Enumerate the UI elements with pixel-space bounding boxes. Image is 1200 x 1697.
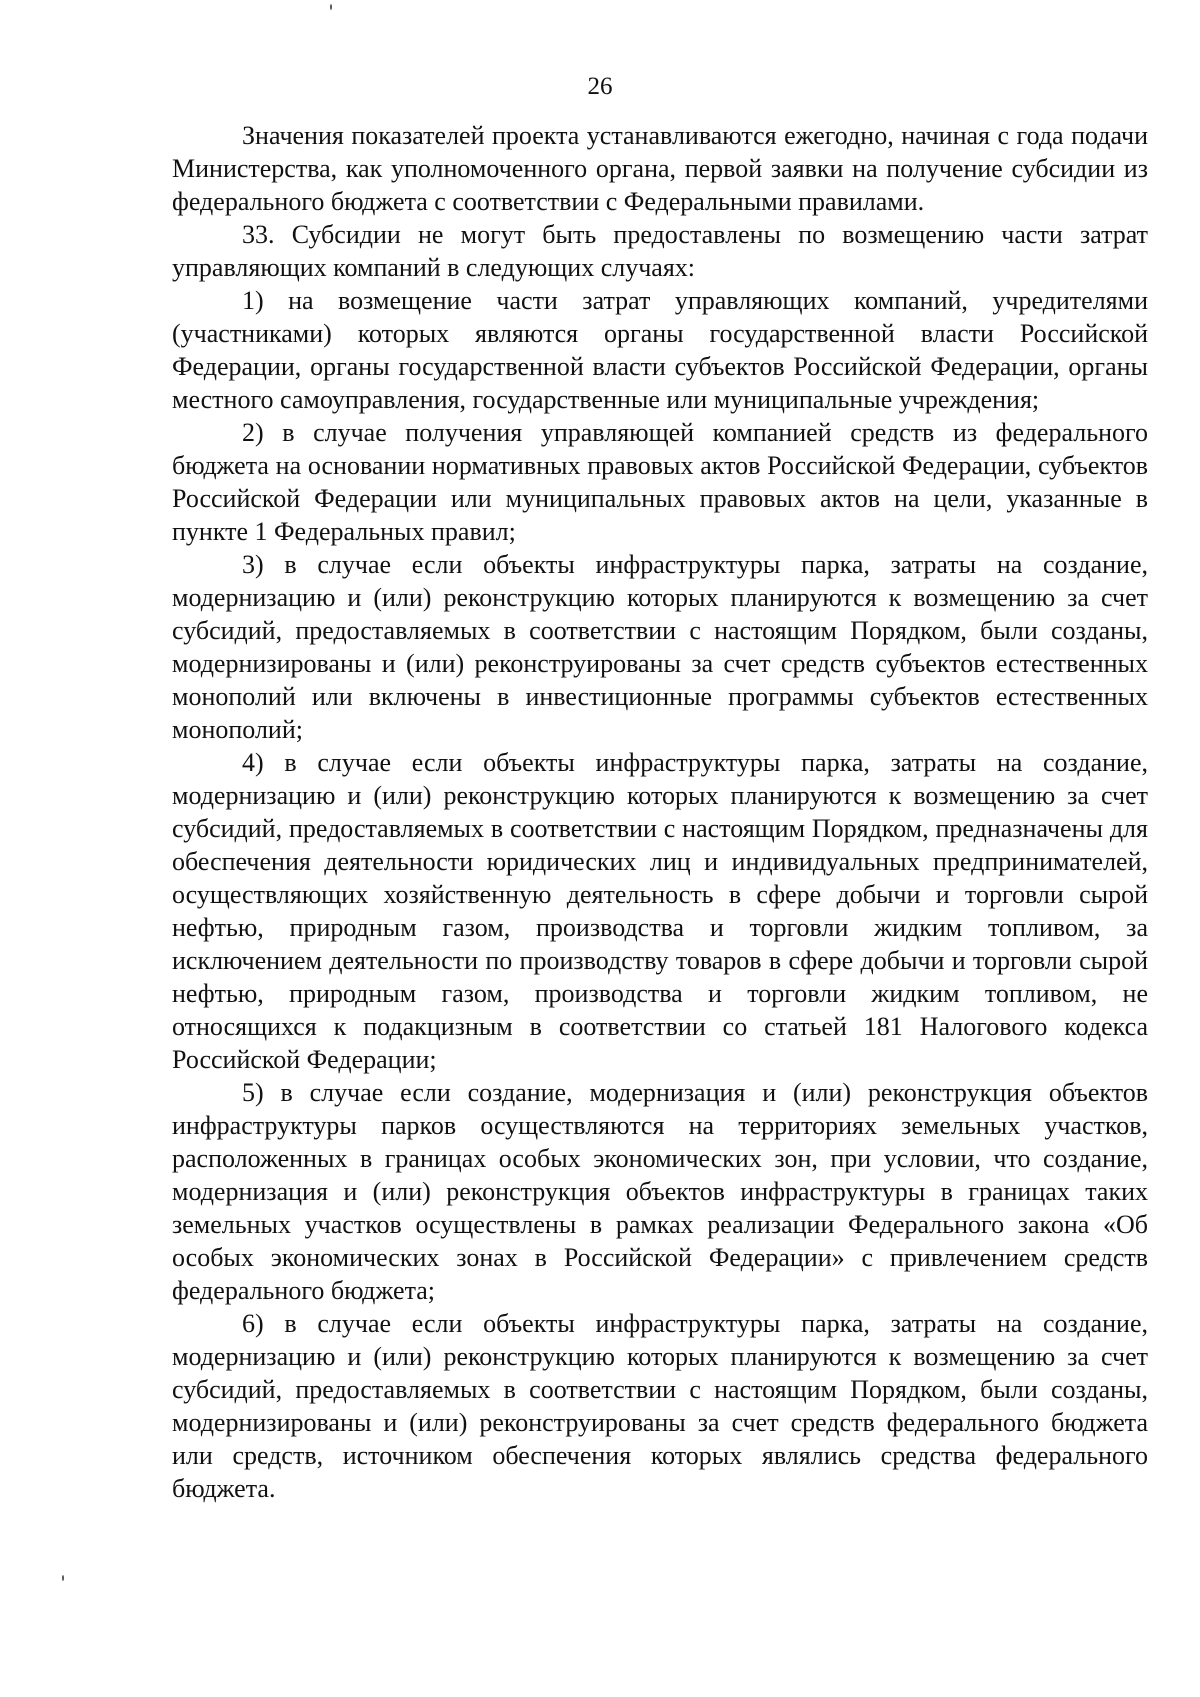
paragraph-item-5: 5) в случае если создание, модернизация и (или) реконструкция объектов инфраструктуры парков осуществляются на территориях земельных участков, расположенных в границах особых экономических зон, при условии, что создание, модернизация и (или) реконструкция объектов инфраструктуры в границах таких земельных участков осуществлены в рамках реализации Федерального закона «Об особых экономических зонах в Российской Федерации» с привлечением средств федерального бюджета;	[172, 1078, 1148, 1305]
paragraph-item-6: 6) в случае если объекты инфраструктуры парка, затраты на создание, модернизацию и (или) реконструкцию которых планируются к возмещению за счет субсидий, предоставляемых в соответствии с настоящим Порядком, были созданы, модернизированы и (или) реконструированы за счет средств федерального бюджета или средств, источником обеспечения которых являлись средства федерального бюджета.	[172, 1309, 1148, 1503]
paragraph-item-1: 1) на возмещение части затрат управляющих компаний, учредителями (участниками) которых являются органы государственной власти Российской Федерации, органы государственной власти субъектов Российской Федерации, органы местного самоуправления, государственные или муниципальные учреждения;	[172, 286, 1148, 414]
paragraph-item-2: 2) в случае получения управляющей компанией средств из федерального бюджета на основании нормативных правовых актов Российской Федерации, субъектов Российской Федерации или муниципальных правовых актов на цели, указанные в пункте 1 Федеральных правил;	[172, 418, 1148, 546]
document-body	[172, 119, 1148, 1505]
paragraph-intro: Значения показателей проекта устанавливаются ежегодно, начиная с года подачи Министерства, как уполномоченного органа, первой заявки на получение субсидии из федерального бюджета с соответствии с Федеральными правилами.	[172, 121, 1148, 216]
paragraph-33: 33. Субсидии не могут быть предоставлены по возмещению части затрат управляющих компаний в следующих случаях:	[172, 220, 1148, 282]
page-number: 26	[587, 73, 613, 100]
paragraph-item-4: 4) в случае если объекты инфраструктуры парка, затраты на создание, модернизацию и (или) реконструкцию которых планируются к возмещению за счет субсидий, предоставляемых в соответствии с настоящим Порядком, предназначены для обеспечения деятельности юридических лиц и индивидуальных предпринимателей, осуществляющих хозяйственную деятельность в сфере добычи и торговли сырой нефтью, природным газом, производства и торговли жидким топливом, за исключением деятельности по производству товаров в сфере добычи и торговли сырой нефтью, природным газом, производства и торговли жидким топливом, не относящихся к подакцизным в соответствии со статьей 181 Налогового кодекса Российской Федерации;	[172, 748, 1148, 1074]
scan-speck	[330, 4, 332, 10]
paragraph-item-3: 3) в случае если объекты инфраструктуры парка, затраты на создание, модернизацию и (или) реконструкцию которых планируются к возмещению за счет субсидий, предоставляемых в соответствии с настоящим Порядком, были созданы, модернизированы и (или) реконструированы за счет средств субъектов естественных монополий или включены в инвестиционные программы субъектов естественных монополий;	[172, 550, 1148, 744]
scan-speck	[62, 1575, 64, 1581]
